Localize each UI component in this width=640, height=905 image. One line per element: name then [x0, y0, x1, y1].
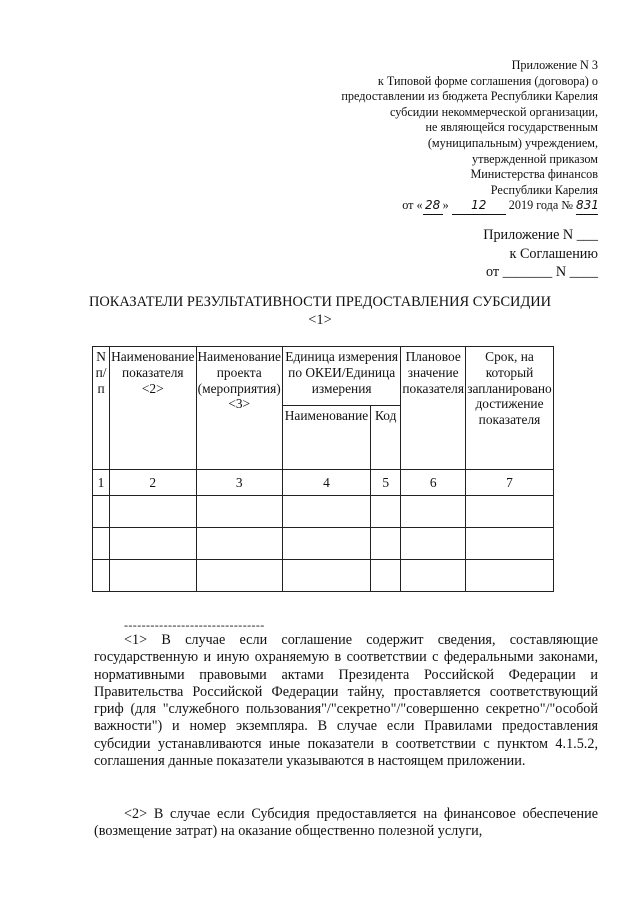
handwritten-order-number: 831: [576, 198, 598, 215]
footnote-1: [94, 632, 598, 770]
header-cell: Наименование: [282, 406, 370, 470]
column-number: 4: [282, 470, 370, 496]
appendix-block: [483, 226, 598, 282]
table-header-row: [93, 347, 554, 406]
header-line: Министерства финансов: [470, 167, 598, 182]
date-prefix: от «: [402, 198, 423, 213]
header-line: субсидии некоммерческой организации,: [389, 104, 598, 119]
footnote-text: <2> В случае если Субсидия предоставляется на финансовое обеспечение (возмещение затрат) на оказание общественно полезной услуги,: [94, 806, 598, 840]
table-row: [93, 560, 554, 592]
table-cell: [466, 528, 554, 560]
header-cell: N п/п: [93, 347, 110, 470]
table-cell: [466, 560, 554, 592]
header-cell: Наименование проекта (мероприятия) <3>: [196, 347, 282, 470]
table-cell: [93, 528, 110, 560]
table-cell: [401, 560, 466, 592]
title-footnote-ref: <1>: [308, 311, 332, 328]
header-line: (муниципальным) учреждением,: [427, 135, 598, 150]
table-cell: [196, 496, 282, 528]
appendix-line: к Соглашению: [509, 245, 598, 262]
column-number: 3: [196, 470, 282, 496]
handwritten-day: 28: [423, 198, 443, 215]
footnote-2: [94, 806, 598, 841]
date-mid: »: [442, 198, 449, 213]
table-row: [93, 496, 554, 528]
handwritten-month: 12: [452, 198, 506, 215]
order-date-line: [258, 198, 598, 215]
order-header: [258, 58, 598, 215]
table-cell: [401, 528, 466, 560]
table-cell: [371, 560, 401, 592]
table-cell: [371, 528, 401, 560]
table-row: [93, 528, 554, 560]
header-line: Республики Карелия: [490, 182, 598, 197]
table-cell: [401, 496, 466, 528]
column-number: 2: [110, 470, 196, 496]
table-cell: [282, 496, 370, 528]
table-cell: [110, 496, 196, 528]
table-cell: [282, 560, 370, 592]
table-cell: [282, 528, 370, 560]
column-number: 6: [401, 470, 466, 496]
header-line: предоставлении из бюджета Республики Карелия: [341, 89, 598, 104]
page-title: [0, 294, 640, 329]
header-line: Приложение N 3: [511, 58, 598, 72]
column-number: 1: [93, 470, 110, 496]
footnote-separator: --------------------------------: [124, 618, 265, 632]
header-line: к Типовой форме соглашения (договора) о: [377, 73, 598, 88]
table-cell: [466, 496, 554, 528]
appendix-line: Приложение N ___: [483, 227, 598, 243]
table-cell: [196, 560, 282, 592]
header-cell: Плановое значение показателя: [401, 347, 466, 470]
table-cell: [93, 496, 110, 528]
column-number: 5: [371, 470, 401, 496]
table-cell: [371, 496, 401, 528]
header-line: не являющейся государственным: [425, 120, 598, 135]
date-suffix: 2019 года №: [508, 198, 573, 213]
indicators-table: [92, 346, 554, 592]
header-cell: Срок, на который запланировано достижение показателя: [466, 347, 554, 470]
table-cell: [93, 560, 110, 592]
header-cell: Наименование показателя <2>: [110, 347, 196, 470]
header-line: утвержденной приказом: [472, 151, 598, 166]
table-cell: [110, 560, 196, 592]
footnote-text: <1> В случае если соглашение содержит сведения, составляющие государственную и иную охраняемую в соответствии с федеральными законами, нормативными правовыми актами Президента Российской Федерации и Правительства Российской Федерации тайну, проставляется соответствующий гриф (для "служебного пользования"/"секретно"/"совершенно секретно"/"особой важности") и номер экземпляра. В случае если Правилами предоставления субсидии устанавливаются иные показатели в соответствии с пунктом 4.1.5.2, соглашения данные показатели указываются в настоящем приложении.: [94, 632, 598, 770]
table-cell: [196, 528, 282, 560]
title-line: ПОКАЗАТЕЛИ РЕЗУЛЬТАТИВНОСТИ ПРЕДОСТАВЛЕНИЯ СУБСИДИИ: [88, 294, 552, 310]
column-number: 7: [466, 470, 554, 496]
table-cell: [110, 528, 196, 560]
header-cell-group: Единица измерения по ОКЕИ/Единица измерения: [282, 347, 400, 406]
header-cell: Код: [371, 406, 401, 470]
appendix-line: от _______ N ____: [485, 264, 598, 280]
table-numbering-row: [93, 470, 554, 496]
